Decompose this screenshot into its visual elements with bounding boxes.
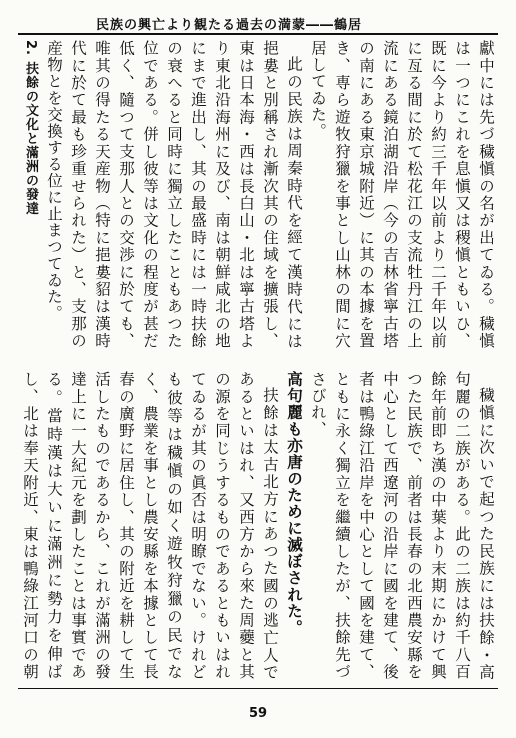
- section-heading-buyeo-culture: 2. 扶餘の文化と滿洲の發達: [23, 40, 38, 216]
- page-number: 59: [248, 706, 268, 721]
- running-header: [0, 14, 516, 34]
- paragraph-goguryeo-fall: 高句麗も亦唐のために滅ぼされた。: [285, 371, 304, 636]
- paragraph-buyeo-origin-agriculture: 扶餘は太古北方にあつた國の逃亡人であるといはれ、又西方から來た周蘷と其の源を同じうするものであるともいはれてゐるが其の眞否は明瞭でない。けれども彼等は穢愼の如く遊牧狩獵の民でなく、農業を事とし農安縣を本據として長春の廣野に居住し、其の附近を耕して生活したものであるから、これが滿洲の發達上に一大紀元を劃したことは事實である。當時漢は大いに滿洲に勢力を伸ばし、北は奉天附近、東は鴨綠江河口の朝: [21, 371, 279, 680]
- header-rule: [18, 33, 498, 35]
- paragraph-buyeo-goguryeo-intro: 穢愼に次いで起つた民族には扶餘・高句麗の二族がある。此の二族は約千八百餘年前即ち漢の中葉より末期にかけて興つた民族で、前者は長春の北西農安縣を中心として西遼河の沿岸に國を建て、後者は鴨綠江沿岸を中心として國を建て、ともに永く獨立を繼續したが、扶餘先づさびれ、: [309, 371, 495, 680]
- paragraph-weimo-continued: 獻中には先づ穢愼の名が出てゐる。穢愼は一つにこれを息愼又は稷愼ともいひ、既に今より約三千年以前より二千年以前に亙る間に於て松花江の支流牡丹江の上流にある鏡泊湖沿岸（今の吉林省寧古塔の南にある東京城附近）に其の本據を置き、専ら遊牧狩獵を事とし山林の間に穴居してゐた。: [309, 40, 495, 349]
- running-header-title: 民族の興亡より観たる過去の満蒙――鶴居: [96, 18, 363, 33]
- article-body: [18, 40, 498, 680]
- paragraph-yilou-expansion: 此の民族は周秦時代を經て漢時代には挹婁と別稱され漸次其の住域を擴張し、東は日本海・西は長白山・北は寧古塔より東北沿海州に及び、南は朝鮮咸北の地にまで進出し、其の最盛時には一時扶餘の衰へると同時に獨立したこともあつた位である。併し彼等は文化の程度が甚だ低く、隨つて支那人との交渉に於ても、唯其の得たる天産物（特に挹婁貂は漢時代に於て最も珍重せられた）と、支那の産物とを交換する位に止まつてゐた。: [45, 40, 303, 349]
- footer-rule: [18, 688, 498, 689]
